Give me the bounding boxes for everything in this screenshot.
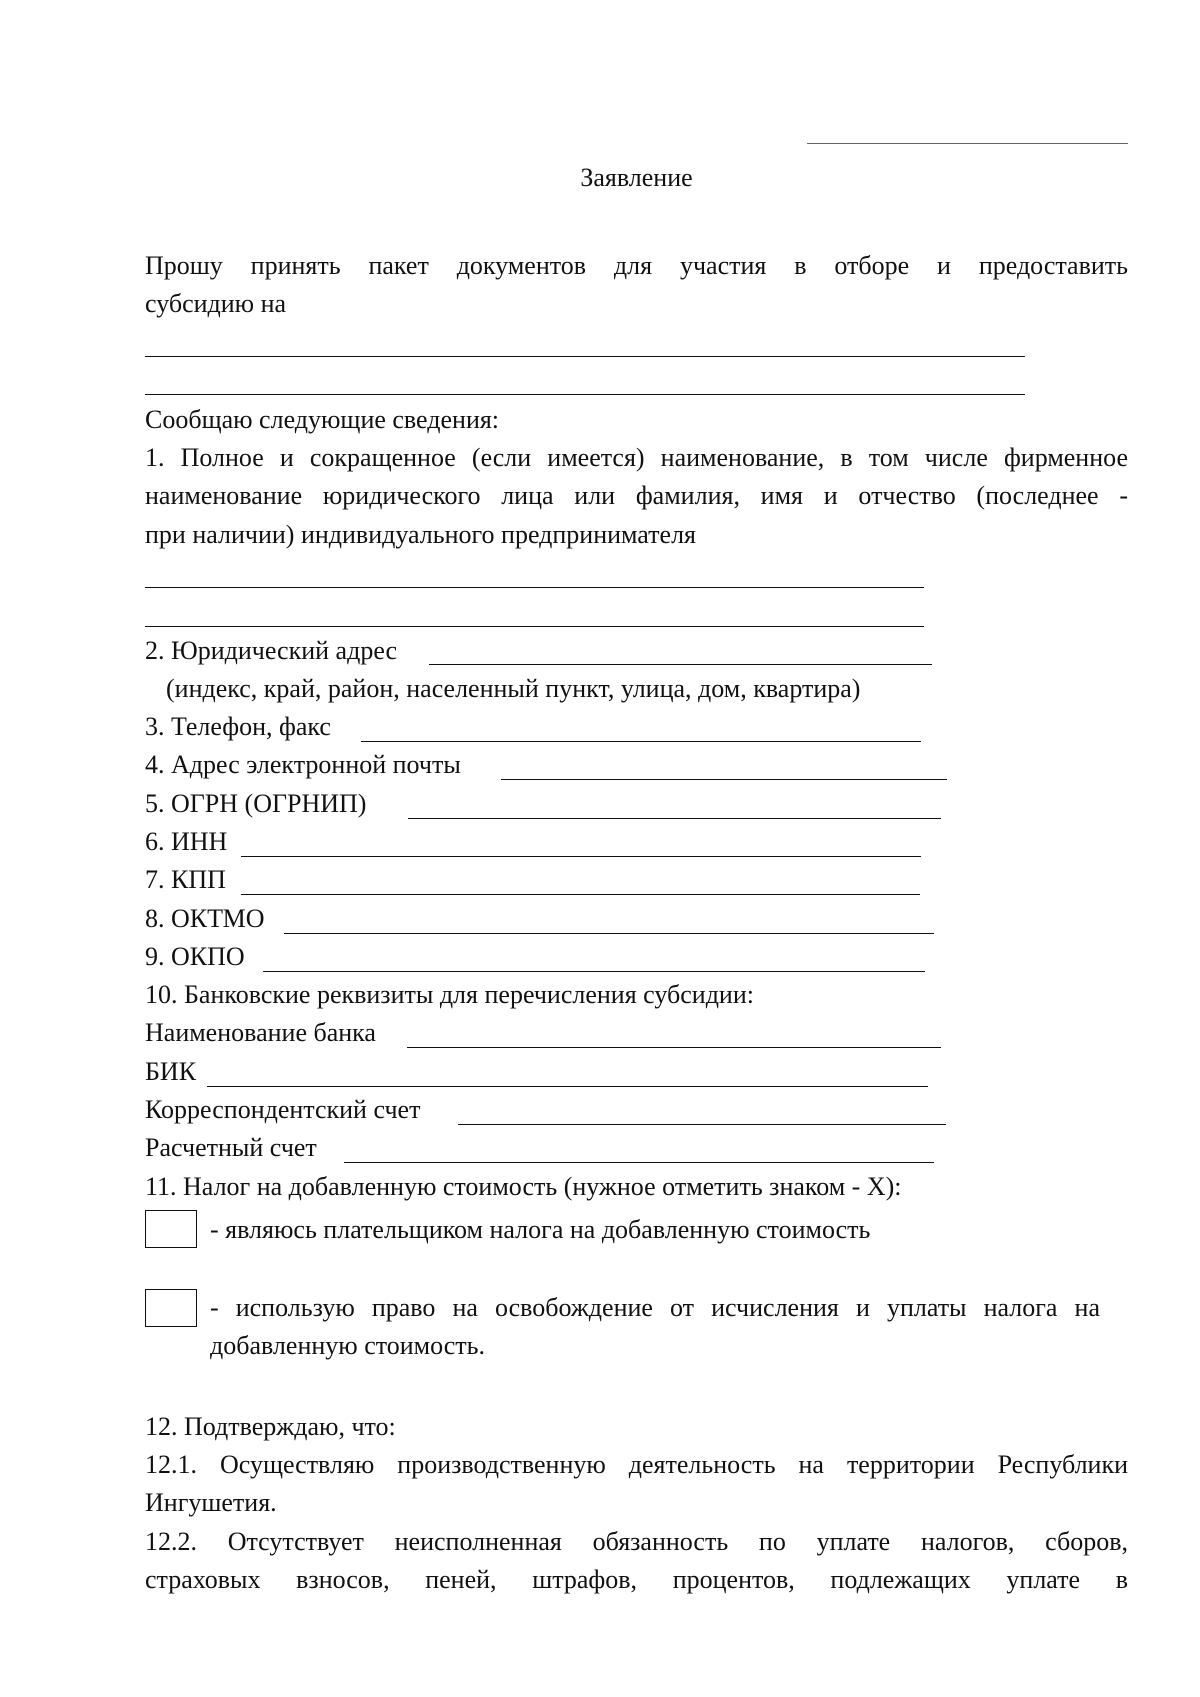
item5-label: 5. ОГРН (ОГРНИП)	[145, 789, 367, 818]
vat-option-1: - являюсь плательщиком налога на добавленную стоимость	[210, 1215, 871, 1244]
company-name-field-1[interactable]	[145, 587, 924, 588]
item12-2-line-2: страховых взносов, пеней, штрафов, процентов, подлежащих уплате в	[145, 1565, 1128, 1594]
email-field[interactable]	[501, 779, 947, 780]
vat-payer-checkbox[interactable]	[145, 1210, 197, 1248]
item7-label: 7. КПП	[145, 865, 226, 894]
item12-1-line-2: Ингушетия.	[145, 1488, 277, 1517]
info-heading: Сообщаю следующие сведения:	[145, 405, 500, 434]
inn-field[interactable]	[241, 856, 921, 857]
item11-label: 11. Налог на добавленную стоимость (нужное отметить знаком - Х):	[145, 1172, 902, 1201]
legal-address-field[interactable]	[429, 664, 932, 665]
subsidy-purpose-field-2[interactable]	[145, 394, 1025, 395]
item9-label: 9. ОКПО	[145, 942, 245, 971]
item4-label: 4. Адрес электронной почты	[145, 750, 461, 779]
item2-hint: (индекс, край, район, населенный пункт, улица, дом, квартира)	[166, 674, 861, 703]
document-title: Заявление	[580, 163, 693, 192]
intro-line-2: субсидию на	[145, 289, 287, 318]
item12-2-line-1: 12.2. Отсутствует неисполненная обязанность по уплате налогов, сборов,	[145, 1527, 1128, 1556]
okpo-field[interactable]	[263, 971, 925, 972]
item2-label: 2. Юридический адрес	[145, 636, 398, 665]
intro-line-1: Прошу принять пакет документов для участия в отборе и предоставить	[145, 251, 1128, 280]
oktmo-field[interactable]	[284, 933, 934, 934]
vat-option-2-line-2: добавленную стоимость.	[210, 1331, 486, 1360]
kpp-field[interactable]	[241, 894, 920, 895]
subsidy-purpose-field-1[interactable]	[145, 356, 1025, 357]
item1-line-2: наименование юридического лица или фамилия, имя и отчество (последнее -	[145, 481, 1128, 510]
item12-label: 12. Подтверждаю, что:	[145, 1412, 396, 1441]
item3-label: 3. Телефон, факс	[145, 712, 331, 741]
bank-name-label: Наименование банка	[145, 1018, 376, 1047]
settlement-account-label: Расчетный счет	[145, 1133, 317, 1162]
item10-label: 10. Банковские реквизиты для перечисления субсидии:	[145, 980, 754, 1009]
item1-line-1: 1. Полное и сокращенное (если имеется) наименование, в том числе фирменное	[145, 443, 1128, 472]
corr-account-field[interactable]	[458, 1124, 946, 1125]
header-blank-line	[807, 143, 1128, 144]
vat-option-2-line-1: - использую право на освобождение от исчисления и уплаты налога на	[210, 1293, 1100, 1322]
ogrn-field[interactable]	[408, 818, 941, 819]
item1-line-3: при наличии) индивидуального предпринимателя	[145, 520, 697, 549]
vat-exempt-checkbox[interactable]	[145, 1289, 197, 1327]
corr-account-label: Корреспондентский счет	[145, 1095, 421, 1124]
bik-label: БИК	[145, 1057, 197, 1086]
bik-field[interactable]	[207, 1086, 928, 1087]
item8-label: 8. ОКТМО	[145, 904, 265, 933]
phone-fax-field[interactable]	[361, 741, 921, 742]
company-name-field-2[interactable]	[145, 626, 924, 627]
bank-name-field[interactable]	[407, 1047, 941, 1048]
item12-1-line-1: 12.1. Осуществляю производственную деятельность на территории Республики	[145, 1450, 1128, 1479]
settlement-account-field[interactable]	[344, 1162, 934, 1163]
item6-label: 6. ИНН	[145, 827, 228, 856]
